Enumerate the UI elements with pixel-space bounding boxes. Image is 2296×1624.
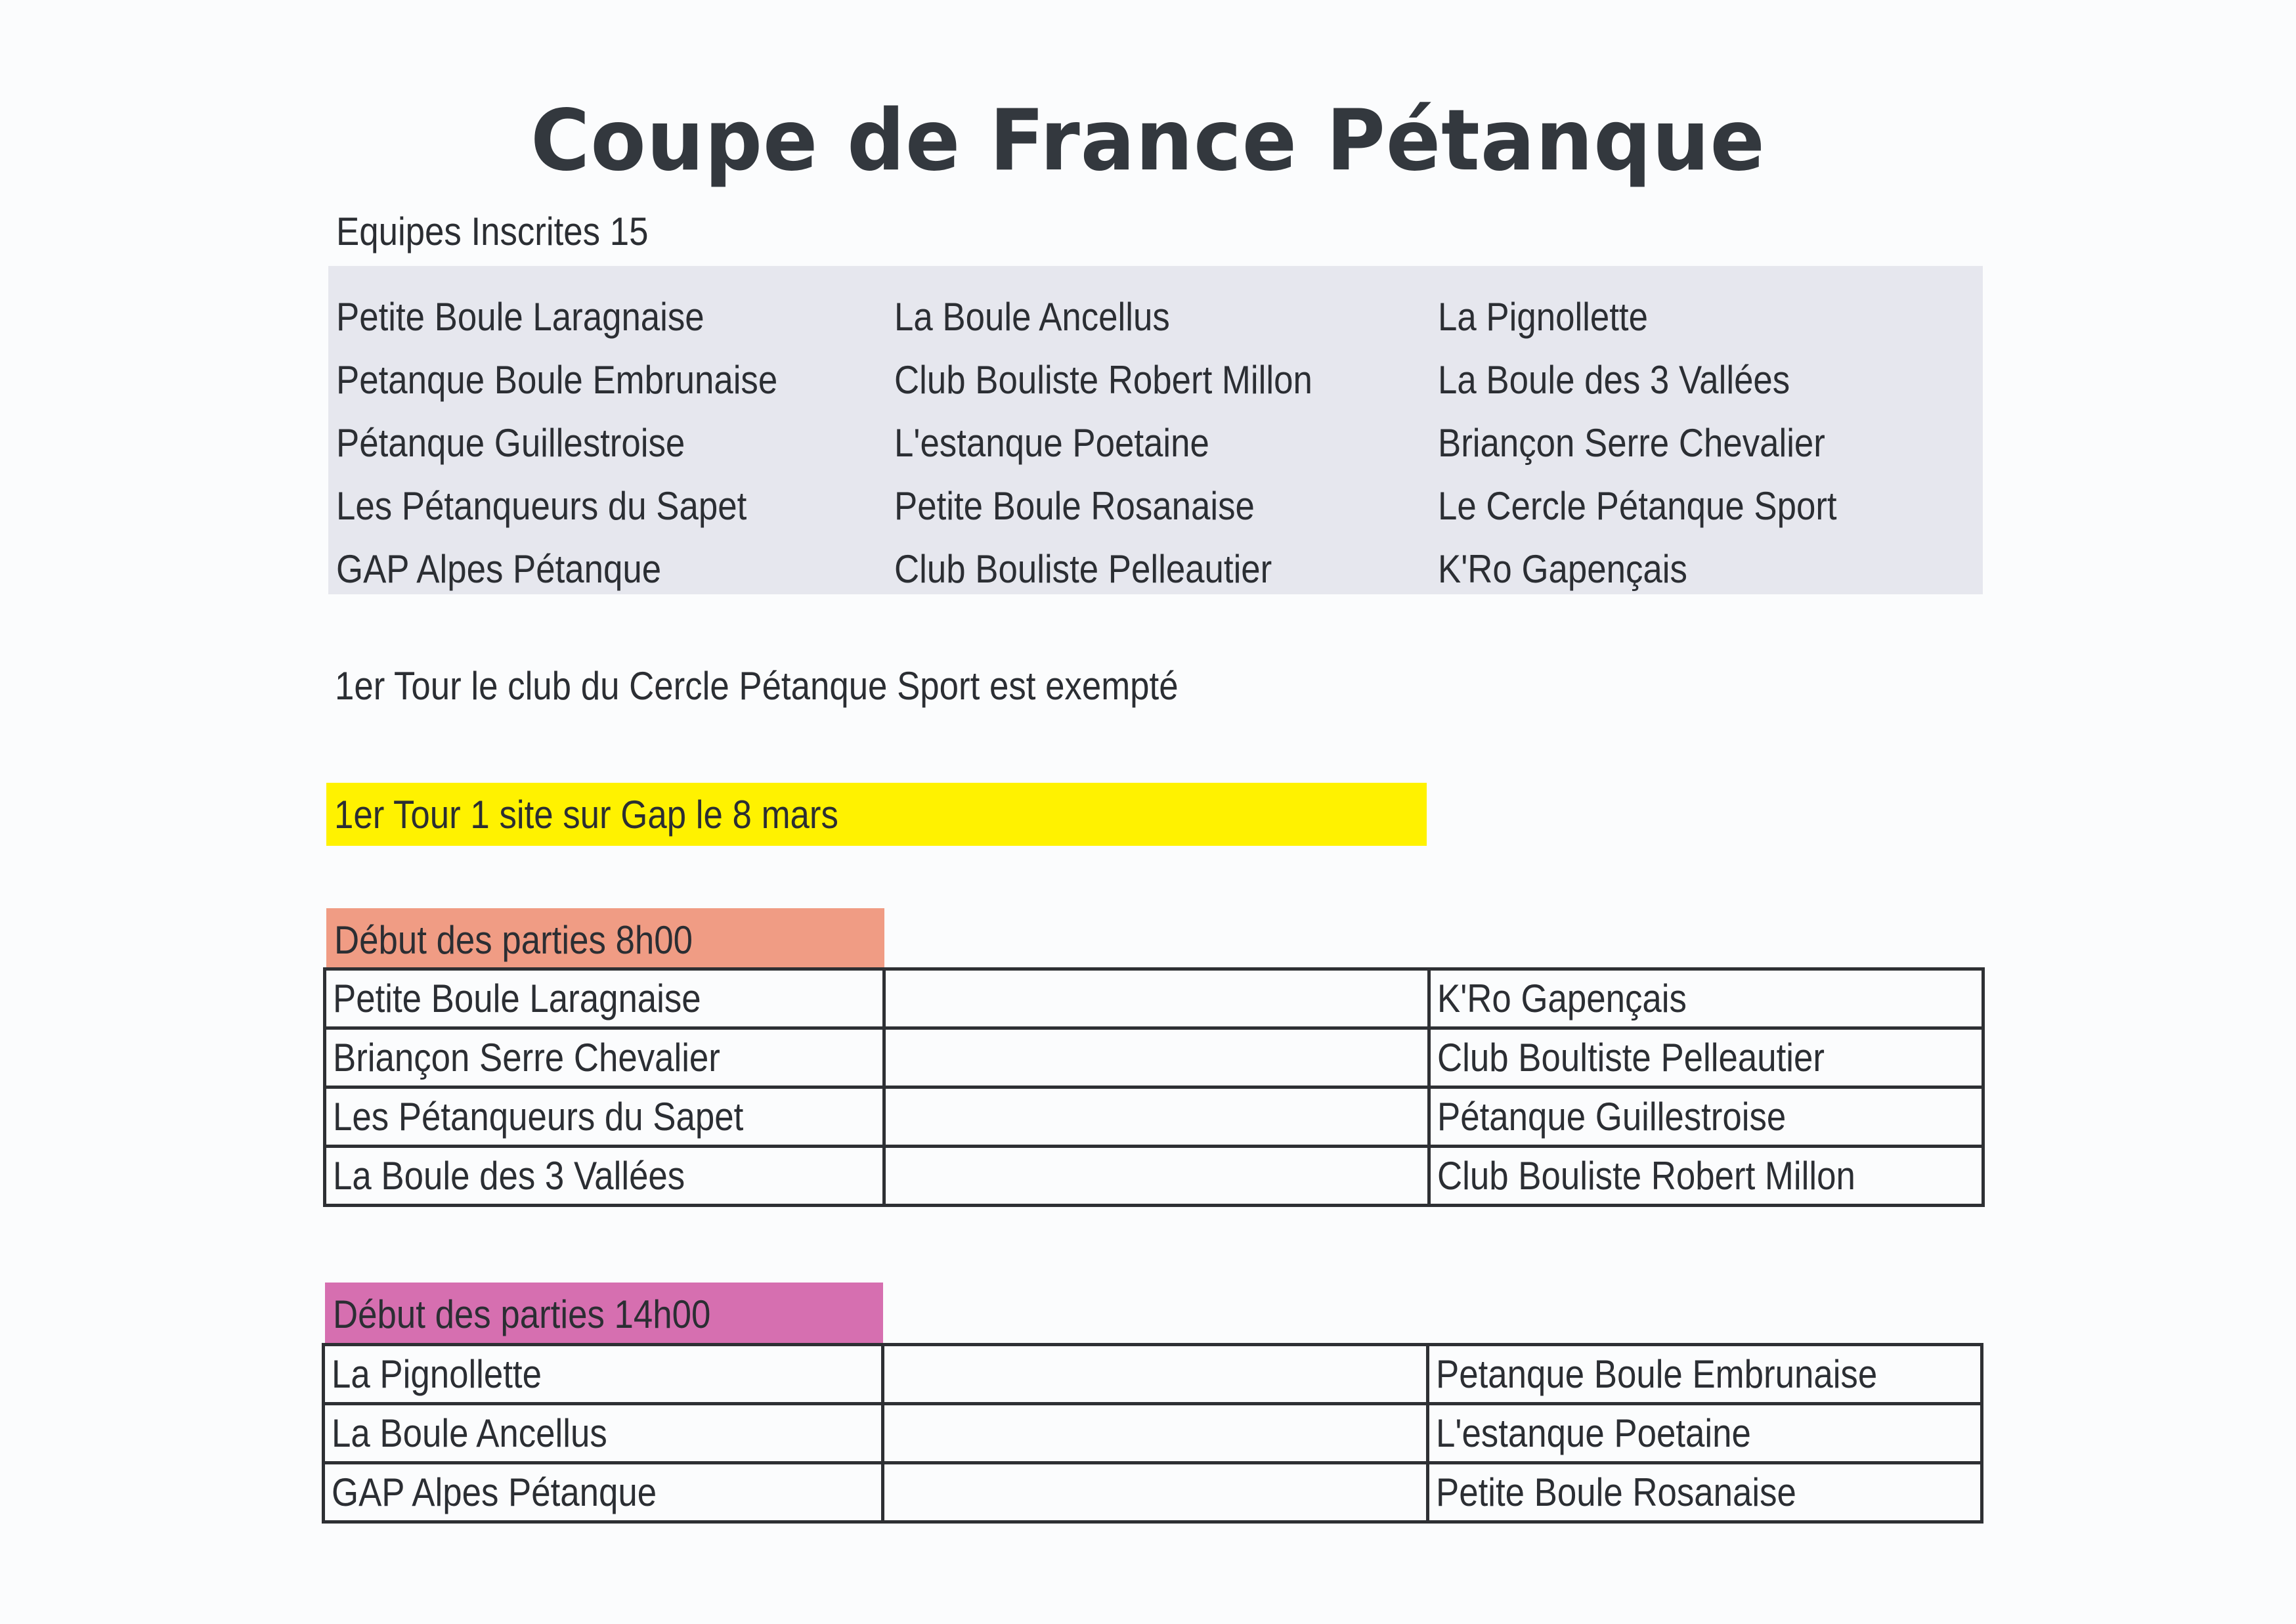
session-label: Début des parties 14h00: [333, 1292, 711, 1336]
session-header-14h00: [325, 1283, 883, 1343]
matches-table-14h00: [322, 1343, 1983, 1524]
team-name: La Pignollette: [1438, 295, 1648, 339]
team-name: Petite Boule Rosanaise: [894, 484, 1255, 528]
away-team-cell: K'Ro Gapençais: [1429, 969, 1983, 1028]
home-team-cell: La Boule des 3 Vallées: [325, 1147, 884, 1206]
round-site-label: 1er Tour 1 site sur Gap le 8 mars: [334, 793, 838, 837]
home-team-cell: GAP Alpes Pétanque: [324, 1463, 883, 1522]
teams-column-1: [336, 286, 838, 601]
score-cell[interactable]: [884, 1028, 1429, 1087]
table-row: [325, 1028, 1983, 1087]
team-name: Club Bouliste Pelleautier: [894, 547, 1272, 591]
matches-table-8h00: [323, 967, 1985, 1207]
team-name: Briançon Serre Chevalier: [1438, 421, 1825, 465]
round-site-banner: [326, 783, 1427, 846]
page-title: Coupe de France Pétanque: [531, 92, 1765, 190]
away-team-cell: Petanque Boule Embrunaise: [1428, 1345, 1982, 1404]
score-cell[interactable]: [883, 1463, 1428, 1522]
registered-teams-list: [328, 266, 1983, 594]
team-name: Le Cercle Pétanque Sport: [1438, 484, 1837, 528]
team-name: La Boule Ancellus: [894, 295, 1170, 339]
team-name: GAP Alpes Pétanque: [336, 547, 662, 591]
score-cell[interactable]: [884, 1147, 1429, 1206]
team-name: Petite Boule Laragnaise: [336, 295, 704, 339]
exemption-note: 1er Tour le club du Cercle Pétanque Sport est exempté: [335, 664, 1179, 708]
table-row: [325, 1087, 1983, 1147]
team-name: L'estanque Poetaine: [894, 421, 1209, 465]
session-header-8h00: [326, 908, 884, 969]
teams-column-2: [894, 286, 1370, 601]
team-name: Les Pétanqueurs du Sapet: [336, 484, 747, 528]
home-team-cell: La Pignollette: [324, 1345, 883, 1404]
home-team-cell: Les Pétanqueurs du Sapet: [325, 1087, 884, 1147]
registered-teams-label: Equipes Inscrites 15: [336, 209, 649, 253]
score-cell[interactable]: [883, 1404, 1428, 1463]
away-team-cell: Club Bouliste Robert Millon: [1429, 1147, 1983, 1206]
table-row: [324, 1463, 1982, 1522]
table-row: [325, 1147, 1983, 1206]
team-name: Pétanque Guillestroise: [336, 421, 685, 465]
away-team-cell: L'estanque Poetaine: [1428, 1404, 1982, 1463]
away-team-cell: Petite Boule Rosanaise: [1428, 1463, 1982, 1522]
home-team-cell: Briançon Serre Chevalier: [325, 1028, 884, 1087]
home-team-cell: Petite Boule Laragnaise: [325, 969, 884, 1028]
score-cell[interactable]: [883, 1345, 1428, 1404]
teams-column-3: [1438, 286, 1891, 601]
table-row: [325, 969, 1983, 1028]
team-name: Club Bouliste Robert Millon: [894, 358, 1312, 402]
away-team-cell: Pétanque Guillestroise: [1429, 1087, 1983, 1147]
away-team-cell: Club Boultiste Pelleautier: [1429, 1028, 1983, 1087]
home-team-cell: La Boule Ancellus: [324, 1404, 883, 1463]
session-label: Début des parties 8h00: [334, 918, 693, 962]
score-cell[interactable]: [884, 969, 1429, 1028]
table-row: [324, 1404, 1982, 1463]
table-row: [324, 1345, 1982, 1404]
score-cell[interactable]: [884, 1087, 1429, 1147]
team-name: La Boule des 3 Vallées: [1438, 358, 1790, 402]
team-name: K'Ro Gapençais: [1438, 547, 1687, 591]
team-name: Petanque Boule Embrunaise: [336, 358, 778, 402]
